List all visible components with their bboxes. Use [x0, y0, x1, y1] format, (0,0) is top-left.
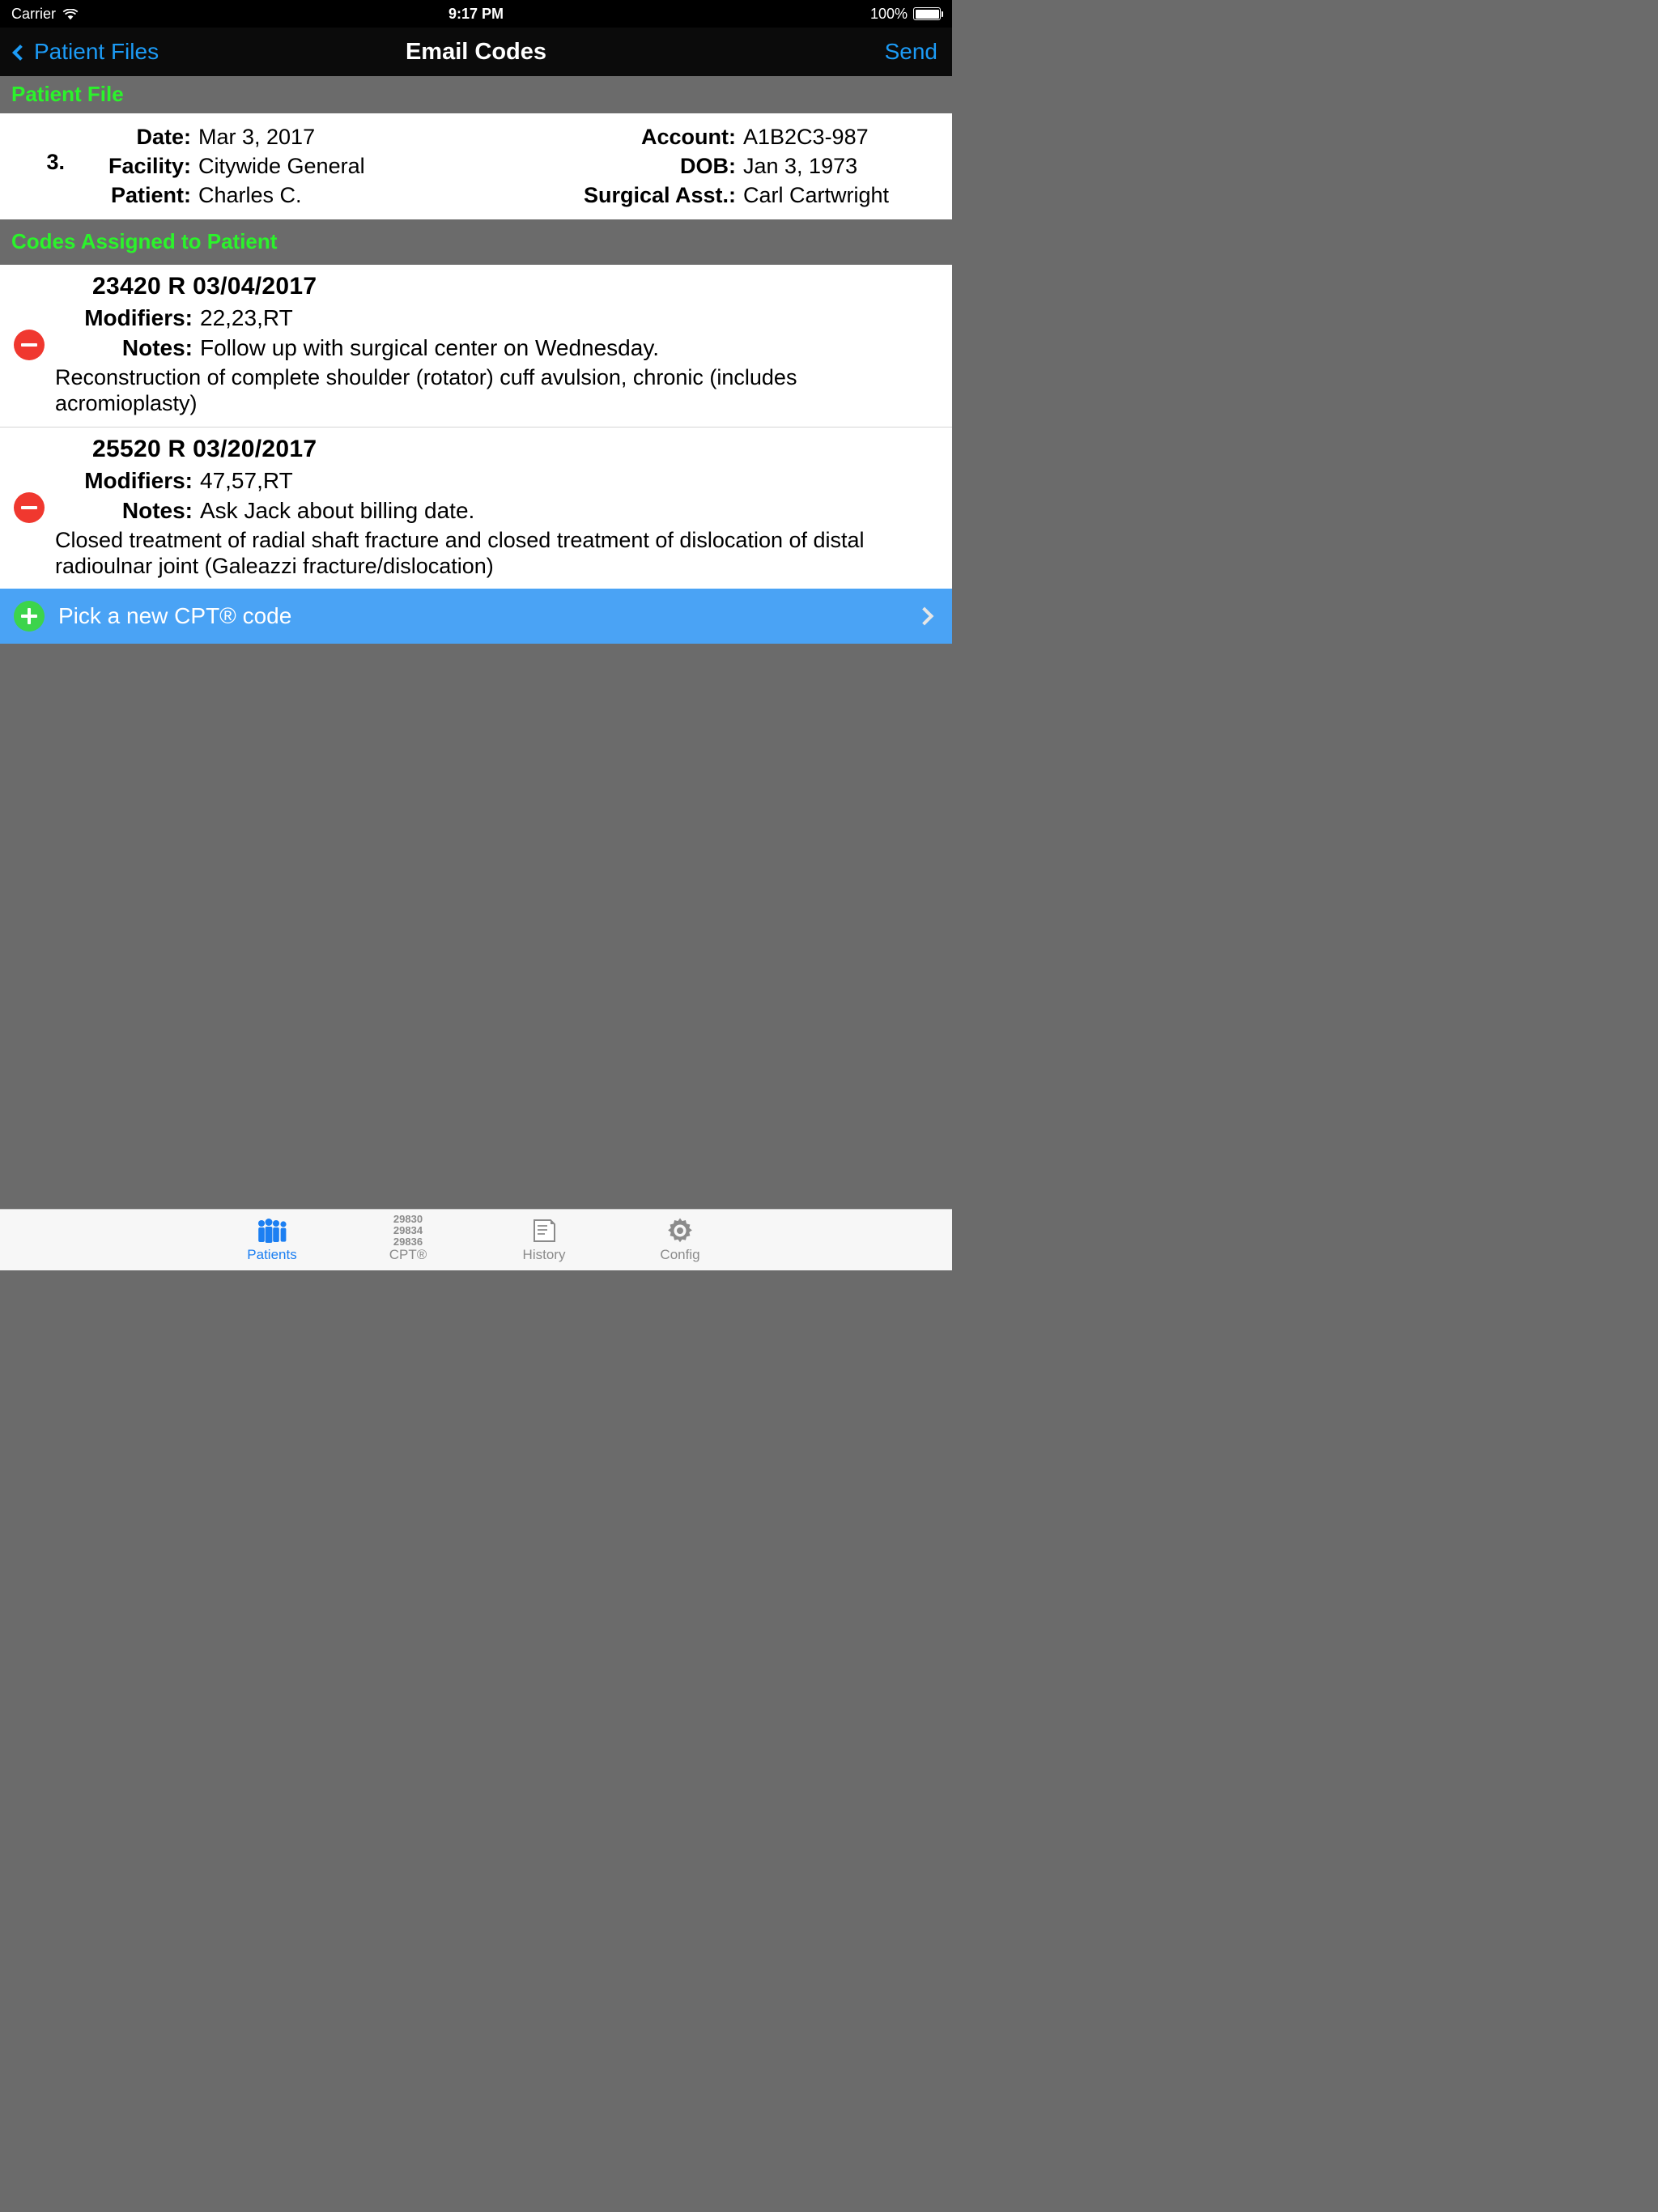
minus-circle-icon[interactable]: [14, 492, 45, 523]
battery-percent-label: 100%: [869, 5, 908, 22]
gear-icon: [666, 1217, 694, 1244]
plus-circle-icon[interactable]: [14, 601, 45, 632]
facility-value: Citywide General: [198, 154, 365, 178]
patient-file-card: [0, 113, 952, 219]
code-modifiers-row: [58, 305, 937, 331]
cpt-code-sample: 29830: [393, 1213, 423, 1226]
patient-detail-row: [65, 183, 508, 208]
codes-section-header: Codes Assigned to Patient: [0, 219, 952, 265]
pick-new-cpt-code-label: Pick a new CPT® code: [58, 603, 292, 629]
status-left: [11, 6, 79, 23]
status-right: [870, 6, 941, 23]
dob-value: Jan 3, 1973: [743, 154, 858, 178]
minus-circle-icon[interactable]: [14, 330, 45, 360]
patient-detail-row: [65, 154, 508, 179]
code-title: 23420 R 03/04/2017: [92, 273, 317, 300]
notes-value: Ask Jack about billing date.: [200, 497, 475, 523]
code-title: 25520 R 03/20/2017: [92, 435, 317, 462]
tab-history-label: History: [522, 1247, 566, 1262]
people-icon: [256, 1217, 288, 1244]
battery-icon: [913, 7, 941, 20]
code-row: [0, 428, 952, 589]
modifiers-value: 22,23,RT: [200, 305, 293, 330]
code-row: [0, 265, 952, 428]
code-body: [55, 273, 952, 417]
patient-details-right: [508, 123, 952, 208]
code-description: Reconstruction of complete shoulder (rotator) cuff avulsion, chronic (includes acromioplasty): [55, 365, 797, 415]
date-value: Mar 3, 2017: [198, 125, 316, 149]
patient-detail-row: [508, 183, 952, 208]
send-button[interactable]: Send: [884, 39, 937, 64]
account-label: Account:: [641, 125, 736, 149]
empty-content-area: [0, 644, 952, 1209]
pick-new-cpt-code-row[interactable]: [0, 589, 952, 644]
tab-patients-label: Patients: [247, 1247, 297, 1262]
status-time: 9:17 PM: [448, 5, 504, 22]
patient-details-left: [65, 123, 508, 208]
carrier-label: Carrier: [11, 5, 57, 22]
chevron-left-icon: [12, 45, 28, 61]
account-value: A1B2C3-987: [743, 125, 869, 149]
surgical-asst-label: Surgical Asst.:: [583, 183, 736, 207]
dob-label: DOB:: [680, 154, 736, 178]
code-notes-row: [58, 498, 937, 524]
notepad-icon: [531, 1217, 557, 1244]
cpt-codes-icon: [393, 1213, 423, 1248]
notes-value: Follow up with surgical center on Wednesday.: [200, 335, 660, 360]
surgical-asst-value: Carl Cartwright: [743, 183, 890, 207]
tab-config-label: Config: [660, 1247, 700, 1262]
code-modifiers-row: [58, 468, 937, 494]
tab-bar: [0, 1209, 952, 1270]
app-root: [0, 0, 952, 1270]
patient-detail-row: [65, 125, 508, 150]
chevron-right-icon: [916, 607, 934, 626]
patient-file-section-header: Patient File: [0, 76, 952, 113]
tab-cpt-label: CPT®: [389, 1247, 427, 1262]
wifi-icon: [62, 8, 79, 20]
delete-code-cell: [0, 273, 58, 417]
modifiers-value: 47,57,RT: [200, 467, 293, 493]
code-description: Closed treatment of radial shaft fracture and closed treatment of dislocation of distal radioulnar joint (Galeazzi fracture/dislocation): [55, 527, 865, 578]
facility-label: Facility:: [108, 154, 191, 178]
delete-code-cell: [0, 436, 58, 580]
patient-detail-columns: [65, 123, 952, 208]
notes-label: Notes:: [121, 497, 193, 523]
tab-patients[interactable]: [204, 1210, 340, 1271]
notes-label: Notes:: [121, 335, 193, 360]
assigned-codes-list: [0, 265, 952, 589]
tab-config[interactable]: [612, 1210, 748, 1271]
cpt-code-sample: 29834: [393, 1224, 423, 1237]
modifiers-label: Modifiers:: [84, 467, 193, 493]
back-button[interactable]: [15, 39, 159, 65]
date-label: Date:: [136, 125, 191, 149]
add-code-cell: [0, 601, 58, 632]
patient-label: Patient:: [110, 183, 191, 207]
patient-value: Charles C.: [198, 183, 302, 207]
patient-detail-row: [508, 154, 952, 179]
code-notes-row: [58, 335, 937, 361]
back-button-label: Patient Files: [34, 39, 159, 64]
tab-cpt[interactable]: [340, 1210, 476, 1271]
patient-index: 3.: [46, 150, 65, 174]
modifiers-label: Modifiers:: [84, 305, 193, 330]
tab-history[interactable]: [476, 1210, 612, 1271]
page-title: Email Codes: [405, 38, 547, 65]
cpt-code-sample: 29836: [393, 1235, 423, 1248]
patient-detail-row: [508, 125, 952, 150]
status-bar: [0, 0, 952, 28]
code-body: [55, 435, 952, 580]
navigation-bar: [0, 28, 952, 76]
